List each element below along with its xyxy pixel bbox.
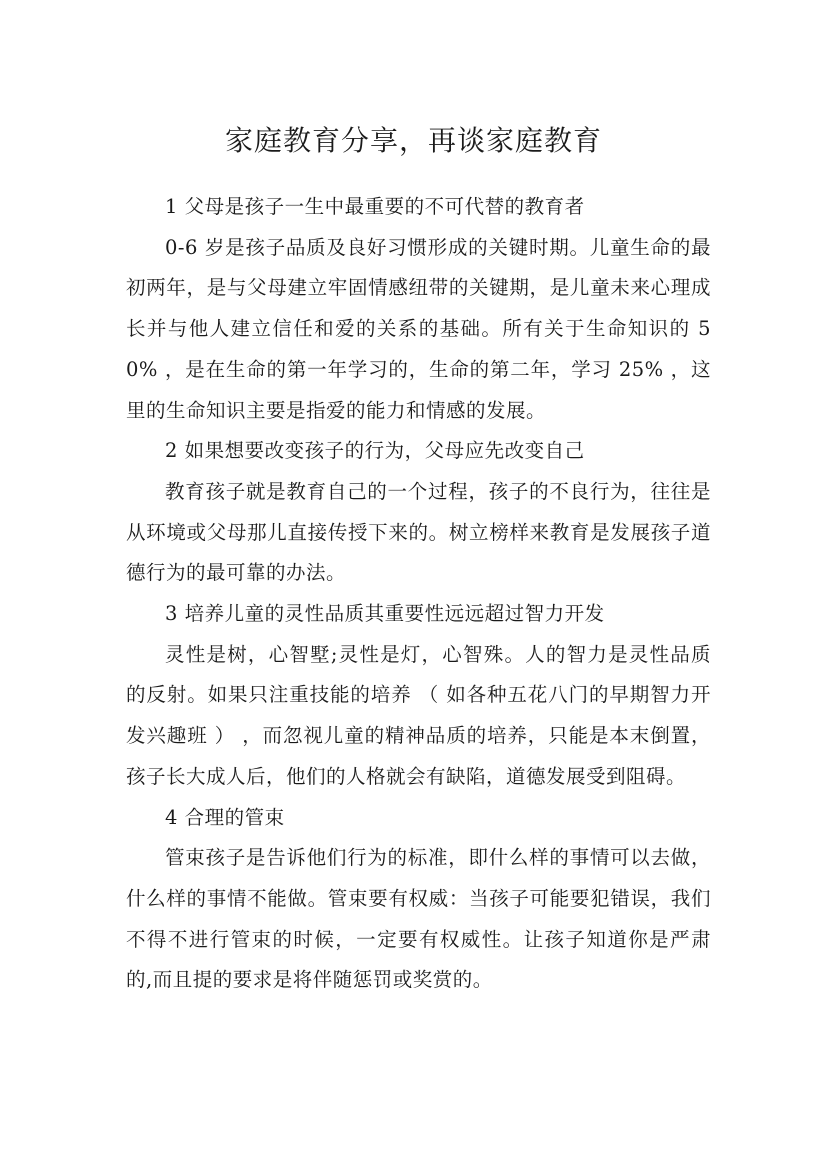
section-heading-4: 4 合理的管束 (165, 805, 285, 829)
section-heading-1: 1 父母是孩子一生中最重要的不可代替的教育者 (165, 195, 585, 218)
paragraph-1: 0-6 岁是孩子品质及良好习惯形成的关键时期。儿童生命的最初两年，是与父母建立牢固情感纽带的关键期，是儿童未来心理成长并与他人建立信任和爱的关系的基础。所有关于生命知识的 50% ，是在生命的第一年学习的，生命的第二年，学习 25% ，这里的生命知识主要是指爱的能力和情感的发展。 (126, 235, 711, 422)
document-body (126, 187, 711, 1001)
section-heading-2: 2 如果想要改变孩子的行为，父母应先改变自己 (165, 439, 585, 463)
document-title: 家庭教育分享，再谈家庭教育 (224, 123, 602, 157)
paragraph-2: 教育孩子就是教育自己的一个过程，孩子的不良行为，往往是从环境或父母那儿直接传授下来的。树立榜样来教育是发展孩子道德行为的最可靠的办法。 (126, 479, 711, 585)
section-heading-3: 3 培养儿童的灵性品质其重要性远远超过智力开发 (165, 602, 605, 626)
paragraph-4: 管束孩子是告诉他们行为的标准，即什么样的事情可以去做，什么样的事情不能做。管束要有权威：当孩子可能要犯错误，我们不得不进行管束的时候，一定要有权威性。让孩子知道你是严肃的,而且提的要求是将伴随惩罚或奖赏的。 (126, 846, 711, 992)
paragraph-3: 灵性是树，心智墅;灵性是灯，心智殊。人的智力是灵性品质的反射。如果只注重技能的培养 （ 如各种五花八门的早期智力开发兴趣班 ） ，而忽视儿童的精神品质的培养，只能是本末倒置，孩子长大成人后，他们的人格就会有缺陷，道德发展受到阻碍。 (126, 642, 711, 788)
